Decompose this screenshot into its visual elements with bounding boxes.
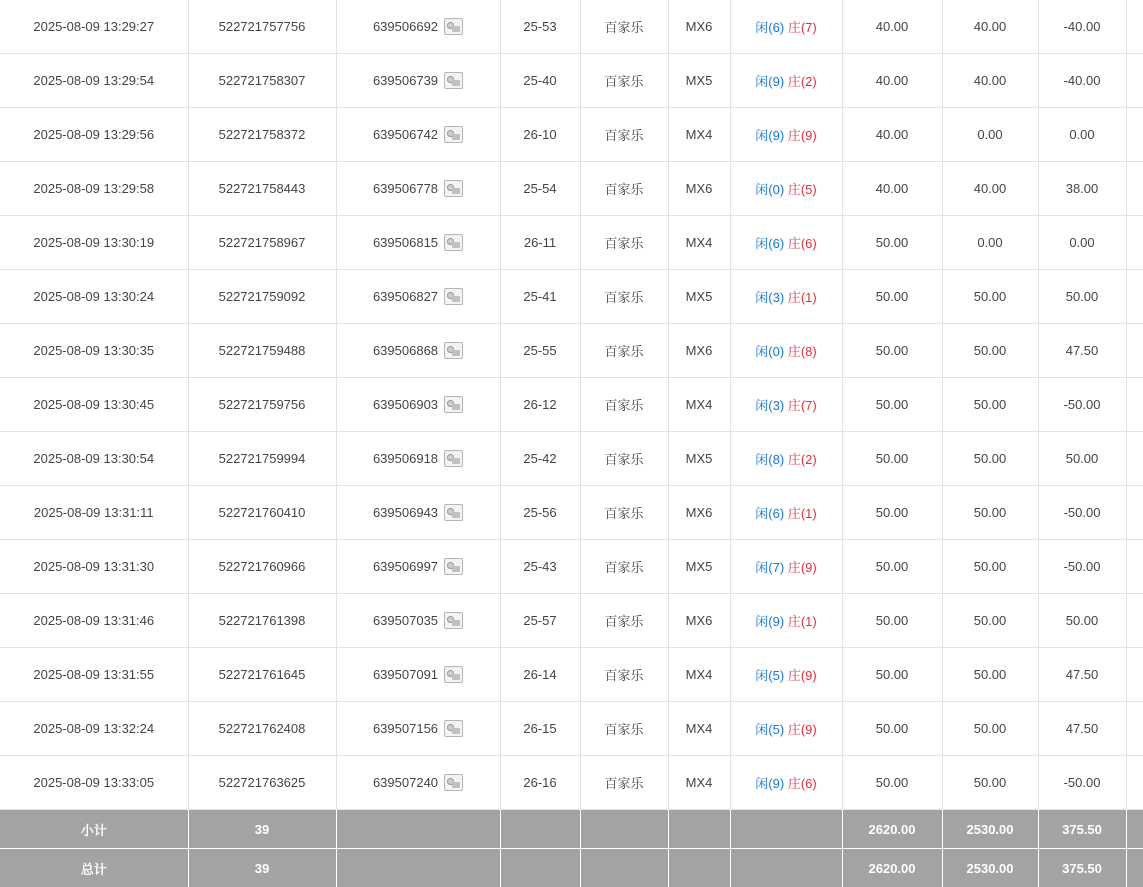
cell-valid-amount: 50.00	[942, 702, 1038, 756]
cell-game: 百家乐	[580, 378, 668, 432]
table-row	[0, 378, 1143, 432]
cell-bet-amount: 50.00	[842, 594, 942, 648]
banker-result: 庄(7)	[788, 20, 817, 35]
subtotal-amount: 2620.00	[842, 810, 942, 849]
cell-result: -40.00	[1038, 0, 1126, 54]
cell-table-no: 26-14	[500, 648, 580, 702]
total-blank-round	[336, 849, 500, 887]
total-blank-dealer	[668, 849, 730, 887]
cell-dealer: MX4	[668, 378, 730, 432]
video-replay-icon[interactable]	[444, 396, 463, 413]
video-replay-icon[interactable]	[444, 612, 463, 629]
cell-time: 2025-08-09 13:29:56	[0, 108, 188, 162]
cell-time: 2025-08-09 13:33:05	[0, 756, 188, 810]
table-row	[0, 756, 1143, 810]
cell-result: 47.50	[1038, 324, 1126, 378]
cell-table-no: 25-57	[500, 594, 580, 648]
cell-table-no: 26-11	[500, 216, 580, 270]
cell-valid-amount: 50.00	[942, 432, 1038, 486]
round-no-text: 639507240	[373, 775, 438, 790]
player-result: 闲(0)	[755, 182, 784, 197]
banker-result: 庄(2)	[788, 74, 817, 89]
cell-pad	[1126, 324, 1143, 378]
cell-game: 百家乐	[580, 0, 668, 54]
cell-bet-content	[730, 270, 842, 324]
cell-pad	[1126, 216, 1143, 270]
cell-bet-content	[730, 756, 842, 810]
cell-game: 百家乐	[580, 324, 668, 378]
subtotal-label: 小计	[0, 810, 188, 849]
player-result: 闲(5)	[755, 722, 784, 737]
cell-table-no: 25-41	[500, 270, 580, 324]
subtotal-result: 375.50	[1038, 810, 1126, 849]
subtotal-valid: 2530.00	[942, 810, 1038, 849]
cell-pad	[1126, 270, 1143, 324]
cell-bet-content	[730, 54, 842, 108]
cell-round-no	[336, 432, 500, 486]
video-replay-icon[interactable]	[444, 72, 463, 89]
table-row	[0, 486, 1143, 540]
player-result: 闲(7)	[755, 560, 784, 575]
total-blank-pad	[1126, 849, 1143, 887]
cell-game: 百家乐	[580, 270, 668, 324]
cell-game: 百家乐	[580, 54, 668, 108]
cell-table-no: 26-12	[500, 378, 580, 432]
cell-bet-id: 522721763625	[188, 756, 336, 810]
total-blank-game	[580, 849, 668, 887]
cell-round-no	[336, 108, 500, 162]
cell-dealer: MX4	[668, 756, 730, 810]
cell-round-no	[336, 162, 500, 216]
player-result: 闲(9)	[755, 614, 784, 629]
summary-body	[0, 810, 1143, 887]
cell-time: 2025-08-09 13:29:27	[0, 0, 188, 54]
table-row	[0, 432, 1143, 486]
total-row	[0, 849, 1143, 887]
video-replay-icon[interactable]	[444, 342, 463, 359]
cell-bet-content	[730, 432, 842, 486]
video-replay-icon[interactable]	[444, 558, 463, 575]
cell-pad	[1126, 486, 1143, 540]
cell-dealer: MX6	[668, 486, 730, 540]
video-replay-icon[interactable]	[444, 666, 463, 683]
subtotal-blank-round	[336, 810, 500, 849]
banker-result: 庄(6)	[788, 236, 817, 251]
cell-time: 2025-08-09 13:30:45	[0, 378, 188, 432]
cell-result: -50.00	[1038, 756, 1126, 810]
cell-result: -50.00	[1038, 486, 1126, 540]
cell-pad	[1126, 648, 1143, 702]
banker-result: 庄(9)	[788, 560, 817, 575]
cell-valid-amount: 50.00	[942, 594, 1038, 648]
cell-bet-content	[730, 378, 842, 432]
cell-bet-amount: 50.00	[842, 432, 942, 486]
cell-bet-content	[730, 216, 842, 270]
cell-bet-amount: 50.00	[842, 216, 942, 270]
table-row	[0, 216, 1143, 270]
cell-result: -50.00	[1038, 540, 1126, 594]
cell-bet-content	[730, 324, 842, 378]
table-row	[0, 594, 1143, 648]
round-no-text: 639506827	[373, 289, 438, 304]
cell-round-no	[336, 378, 500, 432]
cell-bet-amount: 50.00	[842, 648, 942, 702]
cell-bet-amount: 50.00	[842, 540, 942, 594]
cell-bet-id: 522721758443	[188, 162, 336, 216]
cell-bet-id: 522721759488	[188, 324, 336, 378]
cell-result: 50.00	[1038, 594, 1126, 648]
round-no-text: 639506997	[373, 559, 438, 574]
cell-table-no: 25-42	[500, 432, 580, 486]
cell-round-no	[336, 756, 500, 810]
video-replay-icon[interactable]	[444, 180, 463, 197]
player-result: 闲(8)	[755, 452, 784, 467]
cell-result: 38.00	[1038, 162, 1126, 216]
cell-game: 百家乐	[580, 594, 668, 648]
cell-valid-amount: 50.00	[942, 540, 1038, 594]
round-no-text: 639506778	[373, 181, 438, 196]
round-no-text: 639507091	[373, 667, 438, 682]
table-row	[0, 540, 1143, 594]
cell-result: -40.00	[1038, 54, 1126, 108]
cell-time: 2025-08-09 13:31:30	[0, 540, 188, 594]
cell-valid-amount: 50.00	[942, 324, 1038, 378]
cell-valid-amount: 50.00	[942, 486, 1038, 540]
player-result: 闲(9)	[755, 128, 784, 143]
cell-round-no	[336, 270, 500, 324]
cell-bet-amount: 50.00	[842, 486, 942, 540]
total-result: 375.50	[1038, 849, 1126, 887]
cell-table-no: 26-15	[500, 702, 580, 756]
cell-time: 2025-08-09 13:30:19	[0, 216, 188, 270]
subtotal-count: 39	[188, 810, 336, 849]
round-no-text: 639507035	[373, 613, 438, 628]
cell-time: 2025-08-09 13:31:11	[0, 486, 188, 540]
subtotal-blank-pad	[1126, 810, 1143, 849]
cell-bet-amount: 50.00	[842, 324, 942, 378]
cell-pad	[1126, 162, 1143, 216]
cell-valid-amount: 40.00	[942, 162, 1038, 216]
cell-bet-id: 522721762408	[188, 702, 336, 756]
table-row	[0, 108, 1143, 162]
banker-result: 庄(7)	[788, 398, 817, 413]
cell-bet-id: 522721758307	[188, 54, 336, 108]
banker-result: 庄(1)	[788, 506, 817, 521]
total-label: 总计	[0, 849, 188, 887]
cell-bet-amount: 40.00	[842, 0, 942, 54]
player-result: 闲(3)	[755, 290, 784, 305]
cell-pad	[1126, 0, 1143, 54]
cell-result: 50.00	[1038, 270, 1126, 324]
cell-round-no	[336, 648, 500, 702]
cell-round-no	[336, 486, 500, 540]
round-no-text: 639506739	[373, 73, 438, 88]
banker-result: 庄(5)	[788, 182, 817, 197]
cell-result: 50.00	[1038, 432, 1126, 486]
cell-pad	[1126, 54, 1143, 108]
banker-result: 庄(1)	[788, 614, 817, 629]
cell-table-no: 26-10	[500, 108, 580, 162]
cell-round-no	[336, 594, 500, 648]
cell-result: 47.50	[1038, 648, 1126, 702]
subtotal-blank-content	[730, 810, 842, 849]
cell-bet-id: 522721758967	[188, 216, 336, 270]
cell-time: 2025-08-09 13:30:35	[0, 324, 188, 378]
cell-dealer: MX5	[668, 270, 730, 324]
round-no-text: 639507156	[373, 721, 438, 736]
cell-bet-id: 522721759756	[188, 378, 336, 432]
cell-bet-id: 522721760966	[188, 540, 336, 594]
player-result: 闲(6)	[755, 20, 784, 35]
cell-table-no: 26-16	[500, 756, 580, 810]
cell-round-no	[336, 0, 500, 54]
round-no-text: 639506692	[373, 19, 438, 34]
cell-table-no: 25-55	[500, 324, 580, 378]
video-replay-icon[interactable]	[444, 18, 463, 35]
cell-bet-amount: 50.00	[842, 702, 942, 756]
subtotal-blank-table	[500, 810, 580, 849]
table-row	[0, 270, 1143, 324]
cell-bet-content	[730, 162, 842, 216]
cell-game: 百家乐	[580, 702, 668, 756]
table-row	[0, 324, 1143, 378]
player-result: 闲(3)	[755, 398, 784, 413]
player-result: 闲(6)	[755, 236, 784, 251]
player-result: 闲(9)	[755, 776, 784, 791]
video-replay-icon[interactable]	[444, 288, 463, 305]
cell-time: 2025-08-09 13:29:58	[0, 162, 188, 216]
round-no-text: 639506943	[373, 505, 438, 520]
cell-dealer: MX6	[668, 0, 730, 54]
table-row	[0, 54, 1143, 108]
cell-round-no	[336, 702, 500, 756]
cell-valid-amount: 50.00	[942, 756, 1038, 810]
cell-table-no: 25-53	[500, 0, 580, 54]
cell-game: 百家乐	[580, 162, 668, 216]
table-row	[0, 702, 1143, 756]
cell-dealer: MX5	[668, 540, 730, 594]
video-replay-icon[interactable]	[444, 234, 463, 251]
cell-time: 2025-08-09 13:32:24	[0, 702, 188, 756]
cell-dealer: MX5	[668, 432, 730, 486]
cell-time: 2025-08-09 13:29:54	[0, 54, 188, 108]
cell-bet-amount: 40.00	[842, 108, 942, 162]
cell-game: 百家乐	[580, 540, 668, 594]
cell-dealer: MX4	[668, 108, 730, 162]
cell-table-no: 25-56	[500, 486, 580, 540]
subtotal-row	[0, 810, 1143, 849]
total-blank-table	[500, 849, 580, 887]
cell-valid-amount: 0.00	[942, 108, 1038, 162]
cell-time: 2025-08-09 13:31:46	[0, 594, 188, 648]
cell-dealer: MX6	[668, 594, 730, 648]
cell-dealer: MX4	[668, 648, 730, 702]
cell-bet-amount: 50.00	[842, 756, 942, 810]
subtotal-blank-game	[580, 810, 668, 849]
banker-result: 庄(8)	[788, 344, 817, 359]
cell-result: 0.00	[1038, 108, 1126, 162]
cell-bet-amount: 50.00	[842, 270, 942, 324]
cell-round-no	[336, 540, 500, 594]
cell-table-no: 25-54	[500, 162, 580, 216]
banker-result: 庄(9)	[788, 722, 817, 737]
total-amount: 2620.00	[842, 849, 942, 887]
banker-result: 庄(1)	[788, 290, 817, 305]
cell-game: 百家乐	[580, 756, 668, 810]
cell-round-no	[336, 324, 500, 378]
cell-pad	[1126, 756, 1143, 810]
banker-result: 庄(6)	[788, 776, 817, 791]
banker-result: 庄(9)	[788, 128, 817, 143]
cell-pad	[1126, 702, 1143, 756]
cell-dealer: MX6	[668, 162, 730, 216]
cell-bet-id: 522721760410	[188, 486, 336, 540]
subtotal-blank-dealer	[668, 810, 730, 849]
player-result: 闲(0)	[755, 344, 784, 359]
cell-bet-content	[730, 0, 842, 54]
cell-result: 0.00	[1038, 216, 1126, 270]
banker-result: 庄(2)	[788, 452, 817, 467]
video-replay-icon[interactable]	[444, 720, 463, 737]
round-no-text: 639506918	[373, 451, 438, 466]
cell-dealer: MX6	[668, 324, 730, 378]
player-result: 闲(9)	[755, 74, 784, 89]
cell-bet-content	[730, 702, 842, 756]
cell-table-no: 25-40	[500, 54, 580, 108]
cell-bet-content	[730, 594, 842, 648]
cell-result: 47.50	[1038, 702, 1126, 756]
video-replay-icon[interactable]	[444, 504, 463, 521]
cell-valid-amount: 0.00	[942, 216, 1038, 270]
round-no-text: 639506868	[373, 343, 438, 358]
table-row	[0, 648, 1143, 702]
cell-bet-content	[730, 648, 842, 702]
cell-bet-amount: 50.00	[842, 378, 942, 432]
cell-valid-amount: 50.00	[942, 648, 1038, 702]
video-replay-icon[interactable]	[444, 774, 463, 791]
cell-round-no	[336, 216, 500, 270]
cell-game: 百家乐	[580, 108, 668, 162]
cell-bet-id: 522721759994	[188, 432, 336, 486]
cell-bet-id: 522721758372	[188, 108, 336, 162]
round-no-text: 639506903	[373, 397, 438, 412]
cell-bet-amount: 40.00	[842, 54, 942, 108]
cell-valid-amount: 40.00	[942, 54, 1038, 108]
cell-dealer: MX5	[668, 54, 730, 108]
cell-valid-amount: 50.00	[942, 270, 1038, 324]
cell-pad	[1126, 108, 1143, 162]
cell-result: -50.00	[1038, 378, 1126, 432]
round-no-text: 639506742	[373, 127, 438, 142]
cell-bet-id: 522721757756	[188, 0, 336, 54]
banker-result: 庄(9)	[788, 668, 817, 683]
cell-game: 百家乐	[580, 648, 668, 702]
cell-pad	[1126, 540, 1143, 594]
table-row	[0, 162, 1143, 216]
cell-bet-content	[730, 540, 842, 594]
player-result: 闲(6)	[755, 506, 784, 521]
cell-time: 2025-08-09 13:30:24	[0, 270, 188, 324]
total-valid: 2530.00	[942, 849, 1038, 887]
cell-game: 百家乐	[580, 432, 668, 486]
cell-bet-id: 522721759092	[188, 270, 336, 324]
total-blank-content	[730, 849, 842, 887]
cell-game: 百家乐	[580, 486, 668, 540]
round-no-text: 639506815	[373, 235, 438, 250]
cell-bet-amount: 40.00	[842, 162, 942, 216]
cell-bet-content	[730, 486, 842, 540]
cell-valid-amount: 50.00	[942, 378, 1038, 432]
cell-bet-id: 522721761645	[188, 648, 336, 702]
cell-dealer: MX4	[668, 216, 730, 270]
cell-pad	[1126, 432, 1143, 486]
cell-bet-content	[730, 108, 842, 162]
cell-dealer: MX4	[668, 702, 730, 756]
video-replay-icon[interactable]	[444, 126, 463, 143]
table-row	[0, 0, 1143, 54]
cell-table-no: 25-43	[500, 540, 580, 594]
cell-time: 2025-08-09 13:31:55	[0, 648, 188, 702]
cell-valid-amount: 40.00	[942, 0, 1038, 54]
cell-bet-id: 522721761398	[188, 594, 336, 648]
video-replay-icon[interactable]	[444, 450, 463, 467]
cell-pad	[1126, 378, 1143, 432]
total-count: 39	[188, 849, 336, 887]
player-result: 闲(5)	[755, 668, 784, 683]
cell-pad	[1126, 594, 1143, 648]
cell-time: 2025-08-09 13:30:54	[0, 432, 188, 486]
cell-game: 百家乐	[580, 216, 668, 270]
cell-round-no	[336, 54, 500, 108]
